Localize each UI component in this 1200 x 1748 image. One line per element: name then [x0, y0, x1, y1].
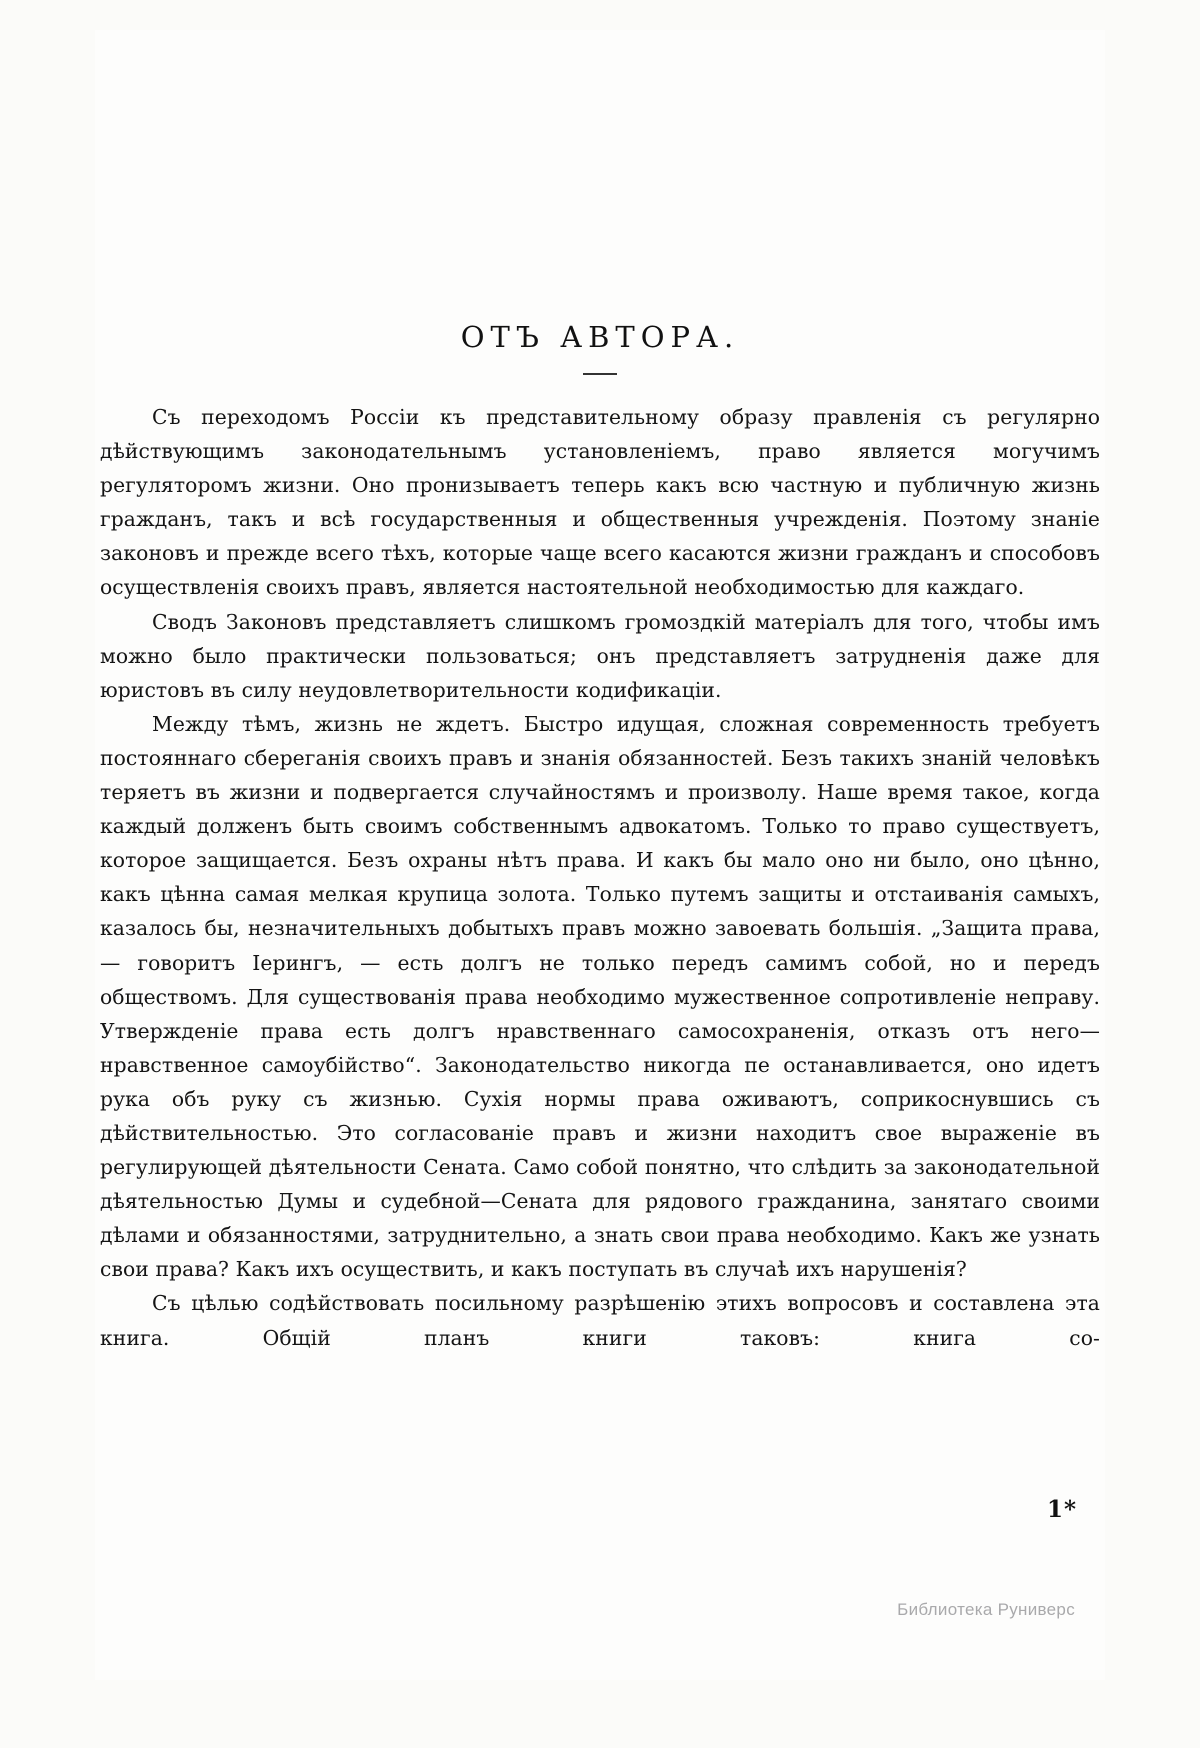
page-title: ОТЪ АВТОРА. — [460, 320, 740, 354]
paragraph: Съ цѣлью содѣйствовать посильному разрѣшенію этихъ вопросовъ и составлена эта книга. Общій планъ книги таковъ: книга со- — [100, 1291, 1100, 1350]
page-number: 1* — [1046, 1496, 1077, 1523]
paragraph: Сводъ Законовъ представляетъ слишкомъ громоздкій матеріалъ для того, чтобы имъ можно было практически пользоваться; онъ представляетъ затрудненія даже для юристовъ въ силу неудовлетворительности кодификаціи. — [100, 609, 1100, 702]
body-text — [100, 400, 1100, 1355]
title-divider — [583, 373, 617, 375]
paragraph: Между тѣмъ, жизнь не ждетъ. Быстро идущая, сложная современность требуетъ постояннаго сбереганія своихъ правъ и знанія обязанностей. Безъ такихъ знаній человѣкъ теряетъ въ жизни и подвергается случайностямъ и произволу. Наше время такое, когда каждый долженъ быть своимъ собственнымъ адвокатомъ. Только то право существуетъ, которое защищается. Безъ охраны нѣтъ права. И какъ бы мало оно ни было, оно цѣнно, какъ цѣнна самая мелкая крупица золота. Только путемъ защиты и отстаиванія самыхъ, казалось бы, незначительныхъ добытыхъ правъ можно завоевать большія. „Защита права, — говоритъ Іерингъ, — есть долгъ не только передъ самимъ собой, но и передъ обществомъ. Для существованія права необходимо мужественное сопротивленіе неправу. Утвержденіе права есть долгъ нравственнаго самосохраненія, отказъ отъ него—нравственное самоубійство“. Законодательство никогда пе останавливается, оно идетъ рука объ руку съ жизнью. Сухія нормы права оживаютъ, соприкоснувшись съ дѣйствительностью. Это согласованіе правъ и жизни находитъ свое выраженіе въ регулирующей дѣятельности Сената. Само собой понятно, что слѣдить за законодательной дѣятельностью Думы и судебной—Сената для рядового гражданина, занятаго своими дѣлами и обязанностями, затруднительно, а знать свои права необходимо. Какъ же узнать свои права? Какъ ихъ осуществить, и какъ поступать въ случаѣ ихъ нарушенія? — [100, 711, 1100, 1282]
library-watermark: Библиотека Руниверс — [897, 1600, 1075, 1619]
paragraph: Съ переходомъ Россіи къ представительному образу правленія съ регулярно дѣйствующимъ законодательнымъ установленіемъ, право является могучимъ регуляторомъ жизни. Оно пронизываетъ теперь какъ всю частную и публичную жизнь гражданъ, такъ и всѣ государственныя и общественныя учрежденія. Поэтому знаніе законовъ и прежде всего тѣхъ, которые чаще всего касаются жизни гражданъ и способовъ осуществленія своихъ правъ, является настоятельной необходимостью для каждаго. — [100, 405, 1100, 600]
scanned-page — [95, 30, 1105, 1680]
